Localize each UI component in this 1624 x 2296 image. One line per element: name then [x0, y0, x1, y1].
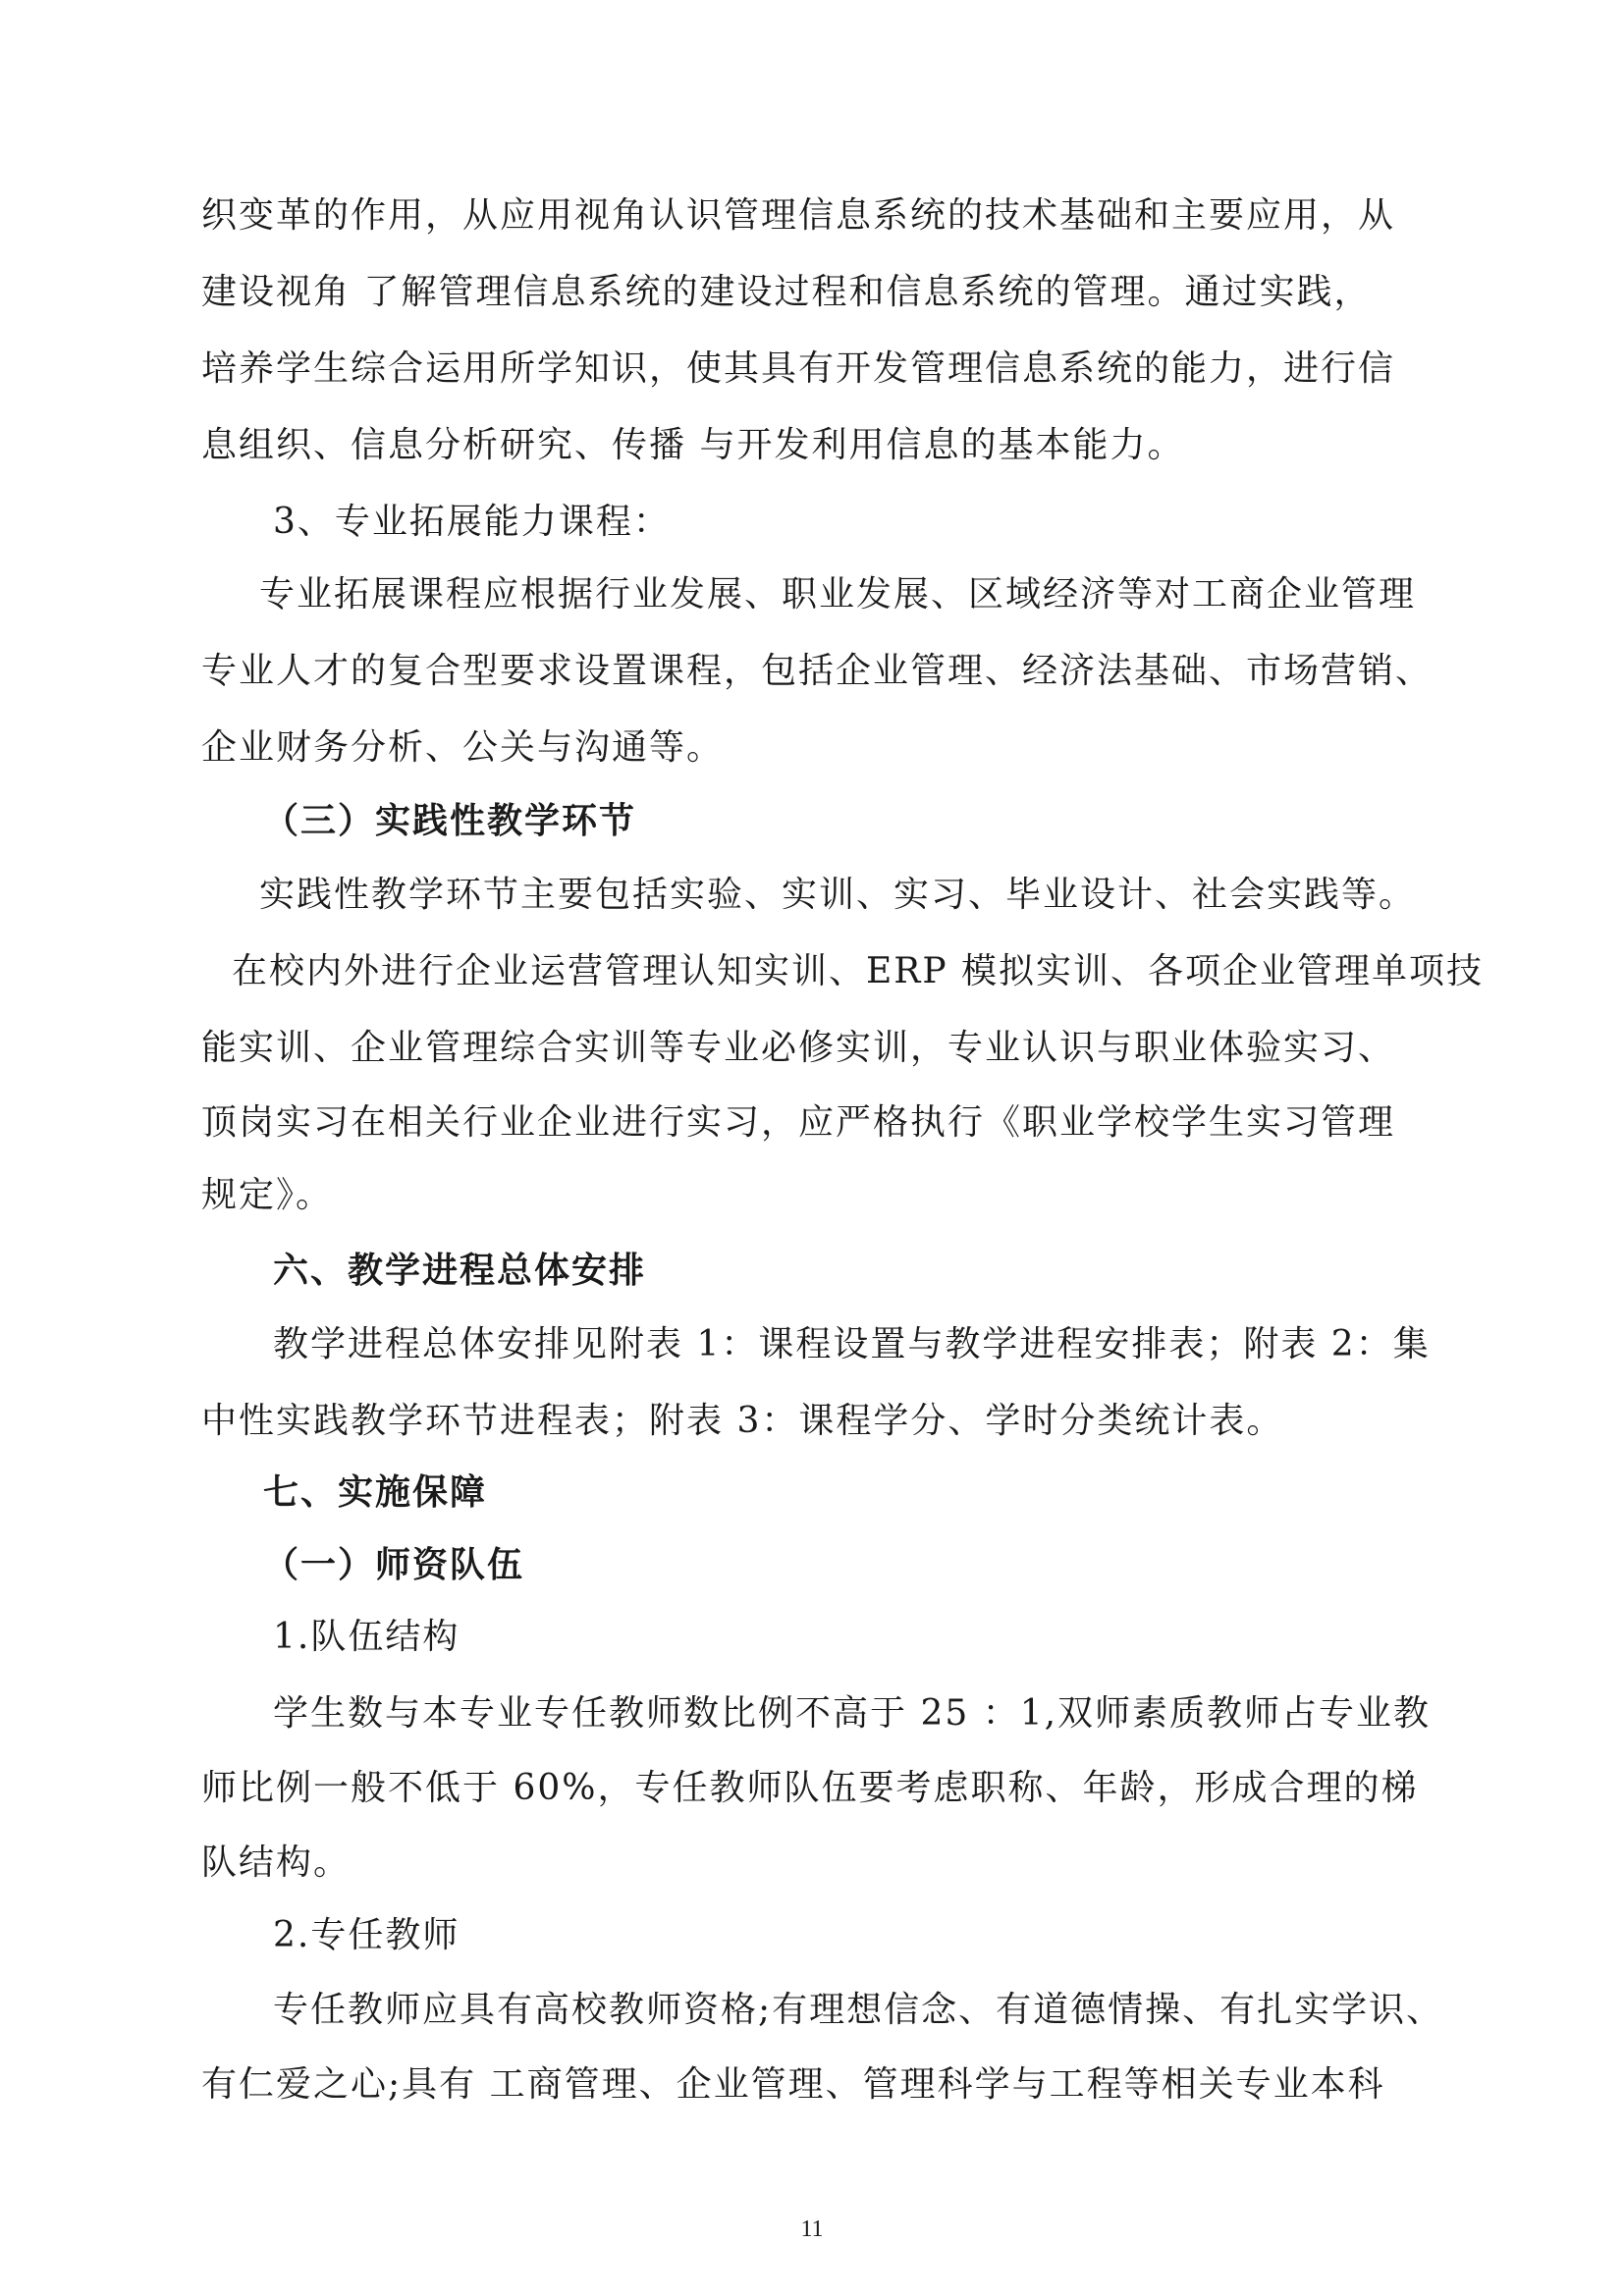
text-line: 能实训、企业管理综合实训等专业必修实训，专业认识与职业体验实习、 [201, 1028, 1396, 1068]
section-heading: （一）师资队伍 [263, 1544, 525, 1585]
list-heading: 3、专业拓展能力课程： [273, 502, 671, 542]
text-line: 队结构。 [201, 1842, 352, 1883]
text-line: 实践性教学环节主要包括实验、实训、实习、毕业设计、社会实践等。 [259, 875, 1417, 915]
text-line: 学生数与本专业专任教师数比例不高于 25 ：1,双师素质教师占专业教 [273, 1693, 1432, 1734]
subsection-heading: 1.队伍结构 [273, 1617, 460, 1657]
text-line: 教学进程总体安排见附表 1：课程设置与教学进程安排表；附表 2：集 [273, 1324, 1431, 1364]
text-line: 顶岗实习在相关行业企业进行实习，应严格执行《职业学校学生实习管理 [201, 1102, 1396, 1143]
subsection-heading: 2.专任教师 [273, 1915, 460, 1955]
text-line: 专业人才的复合型要求设置课程，包括企业管理、经济法基础、市场营销、 [201, 651, 1434, 691]
text-line: 在校内外进行企业运营管理认知实训、ERP 模拟实训、各项企业管理单项技 [232, 951, 1485, 991]
text-line: 专业拓展课程应根据行业发展、职业发展、区域经济等对工商企业管理 [259, 574, 1417, 614]
text-line: 规定》。 [201, 1175, 334, 1215]
text-line: 专任教师应具有高校教师资格;有理想信念、有道德情操、有扎实学识、 [273, 1990, 1444, 2030]
text-line: 培养学生综合运用所学知识，使其具有开发管理信息系统的能力，进行信 [201, 348, 1396, 389]
text-line: 有仁爱之心;具有 工商管理、企业管理、管理科学与工程等相关专业本科 [201, 2064, 1385, 2105]
page-number: 11 [800, 2216, 824, 2242]
chapter-heading: 六、教学进程总体安排 [273, 1250, 647, 1291]
chapter-heading: 七、实施保障 [263, 1471, 488, 1513]
text-line: 织变革的作用，从应用视角认识管理信息系统的技术基础和主要应用，从 [201, 195, 1396, 236]
text-line: 师比例一般不低于 60%，专任教师队伍要考虑职称、年龄，形成合理的梯 [201, 1768, 1419, 1808]
text-line: 企业财务分析、公关与沟通等。 [201, 727, 725, 768]
text-line: 中性实践教学环节进程表；附表 3：课程学分、学时分类统计表。 [201, 1401, 1284, 1441]
text-line: 息组织、信息分析研究、传播 与开发利用信息的基本能力。 [201, 425, 1185, 465]
text-line: 建设视角 了解管理信息系统的建设过程和信息系统的管理。通过实践， [201, 272, 1372, 312]
section-heading: （三）实践性教学环节 [263, 800, 637, 841]
